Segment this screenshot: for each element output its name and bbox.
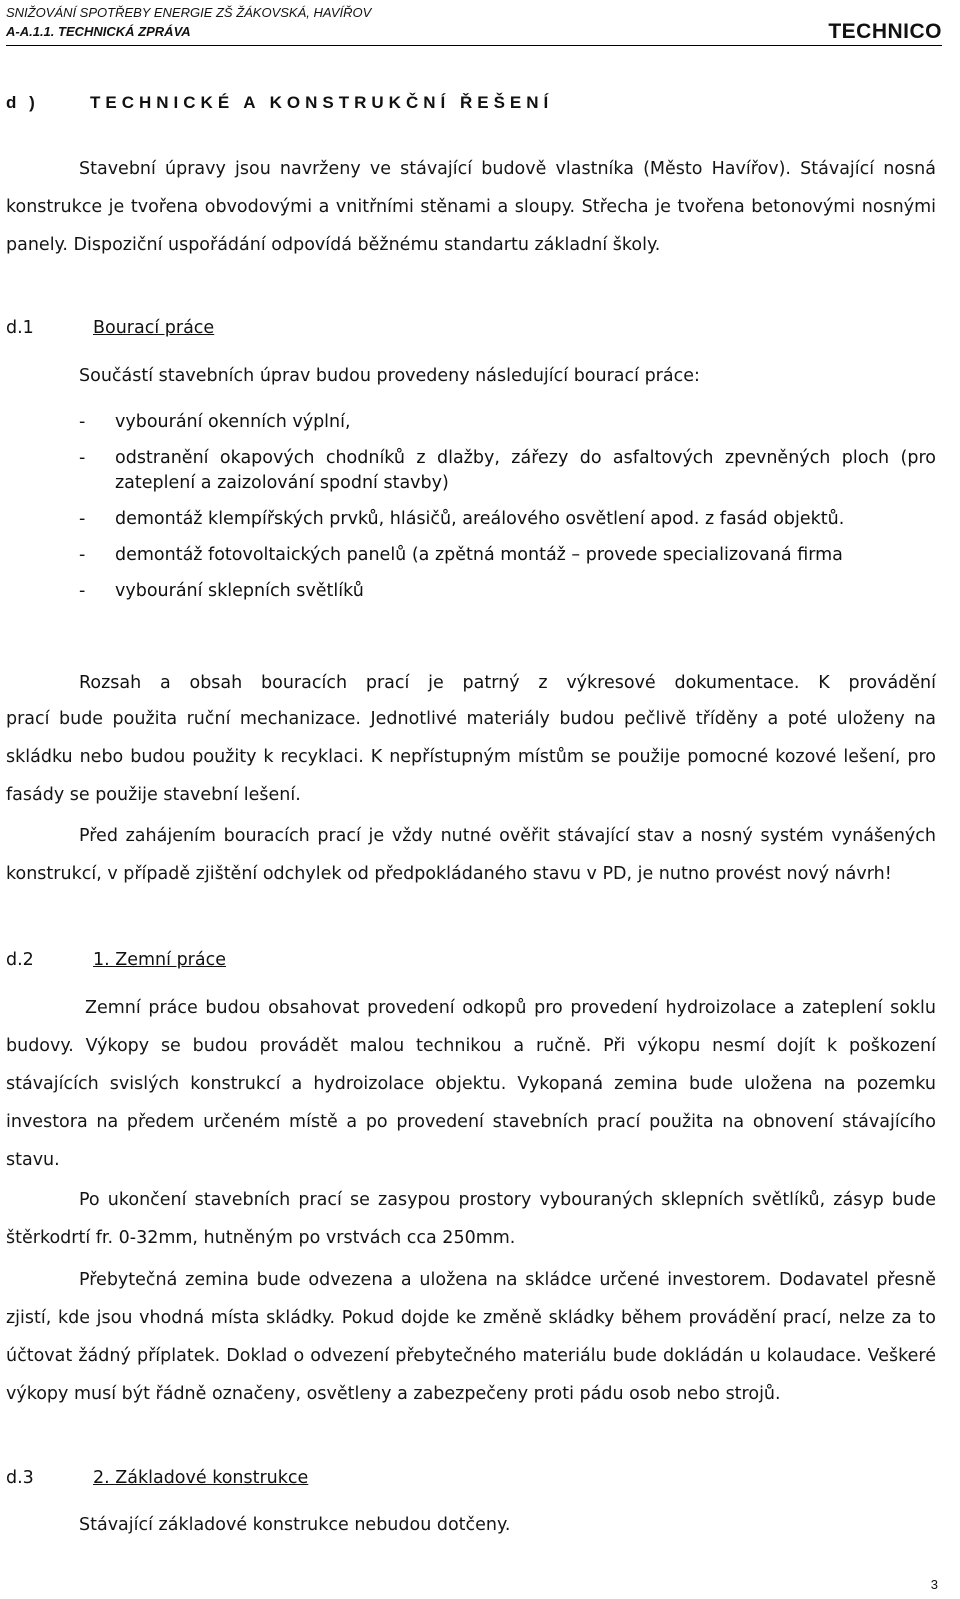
list-item: - vybourání sklepních světlíků [79,581,364,601]
section-letter: d ) [6,93,39,112]
subsection-title: 1. Zemní práce [93,950,226,970]
list-item: - odstranění okapových chodníků z dlažby, zářezy do asfaltových zpevněných ploch (pro zateplení a zaizolování spodní stavby) [79,448,936,493]
d1-lead: Součástí stavebních úprav budou provedeny následující bourací práce: [79,366,700,386]
subsection-number: d.3 [6,1468,34,1488]
d1-paragraph2: Před zahájením bouracích prací je vždy nutné ověřit stávající stav a nosný systém vynášených konstrukcí, v případě zjištění odchylek od předpokládaného stavu v PD, je nutno provést nový návrh! [6,826,936,884]
d2-paragraph3: Přebytečná zemina bude odvezena a uložena na skládce určené investorem. Dodavatel přesně zjistí, kde jsou vhodná místa skládky. Pokud dojde ke změně skládky během provádění prací, nelze za to účtovat žádný příplatek. Doklad o odvezení přebytečného materiálu bude dokládán u kolaudace. Veškeré výkopy musí být řádně označeny, osvětleny a zabezpečeny proti pádu osob nebo strojů. [6,1270,936,1404]
header-document: A-A.1.1. TECHNICKÁ ZPRÁVA [6,24,191,39]
header-divider [6,45,942,46]
d2-paragraph2: Po ukončení stavebních prací se zasypou prostory vybouraných sklepních světlíků, zásyp bude štěrkodrtí fr. 0-32mm, hutněným po vrstvách cca 250mm. [6,1190,936,1248]
intro-paragraph: Stavební úpravy jsou navrženy ve stávající budově vlastníka (Město Havířov). Stávající nosná konstrukce je tvořena obvodovými a vnitřními stěnami a sloupy. Střecha je tvořena betonovými nosnými panely. Dispoziční uspořádání odpovídá běžnému standartu základní školy. [6,159,936,255]
list-item: - vybourání okenních výplní, [79,412,351,432]
subsection-heading-d1 [6,318,214,338]
list-item: - demontáž fotovoltaických panelů (a zpětná montáž – provede specializovaná firma [79,545,843,565]
page-number: 3 [930,1577,938,1592]
list-item: - demontáž klempířských prvků, hlásičů, areálového osvětlení apod. z fasád objektů. [79,509,845,529]
section-heading [6,93,553,113]
subsection-number: d.1 [6,318,34,338]
subsection-heading-d2 [6,950,226,970]
d2-paragraph1: Zemní práce budou obsahovat provedení odkopů pro provedení hydroizolace a zateplení soklu budovy. Výkopy se budou provádět malou technikou a ručně. Při výkopu nesmí dojít k poškození stávajících svislých konstrukcí a hydroizolace objektu. Vykopaná zemina bude uložena na pozemku investora na předem určeném místě a po provedení stavebních prací použita na obnovení stávajícího stavu. [6,998,936,1170]
demolition-list [79,410,936,604]
d1-paragraph1-first-line: Rozsah a obsah bouracích prací je patrný z výkresové dokumentace. K provádění [79,673,936,693]
subsection-heading-d3 [6,1468,308,1488]
d3-paragraph1: Stávající základové konstrukce nebudou dotčeny. [79,1515,511,1535]
d1-paragraph1: prací bude použita ruční mechanizace. Jednotlivé materiály budou pečlivě tříděny a poté uloženy na skládku nebo budou použity k recyklaci. K nepřístupným místům se použije pomocné kozové lešení, pro fasády se použije stavební lešení. [6,709,936,805]
running-header [6,3,371,41]
subsection-title: 2. Základové konstrukce [93,1468,309,1488]
header-project: SNIŽOVÁNÍ SPOTŘEBY ENERGIE ZŠ ŽÁKOVSKÁ, HAVÍŘOV [6,5,372,20]
brand-logo: TECHNICO [828,20,942,43]
subsection-number: d.2 [6,950,34,970]
section-title: TECHNICKÉ A KONSTRUKČNÍ ŘEŠENÍ [90,93,554,112]
subsection-title: Bourací práce [93,318,215,338]
